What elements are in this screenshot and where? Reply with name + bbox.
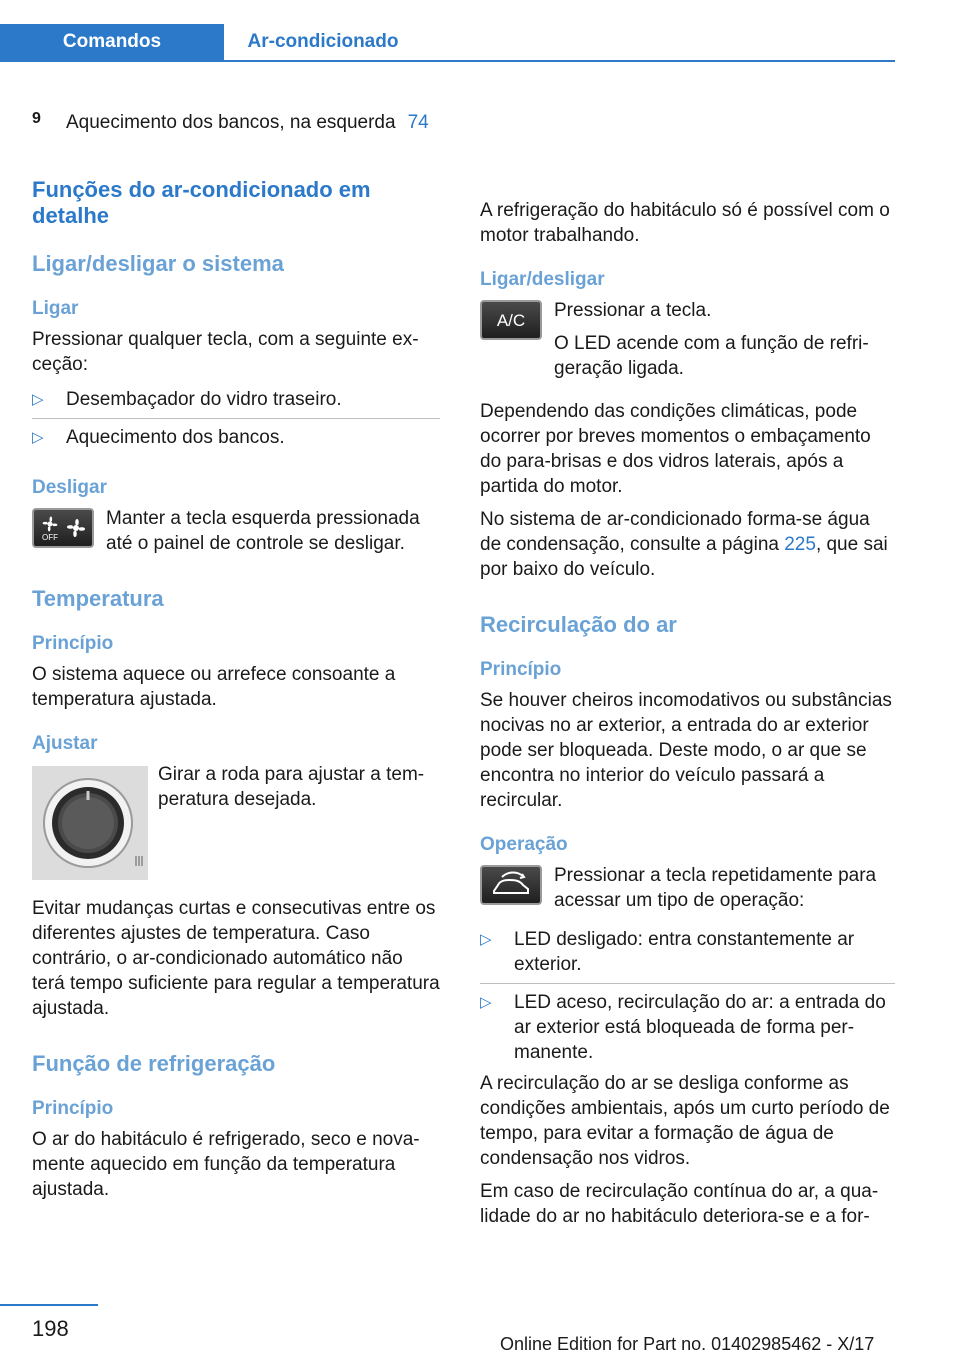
heading-ligar-desligar-sistema: Ligar/desligar o sistema (32, 251, 284, 276)
tab-comandos[interactable]: Comandos (0, 24, 224, 60)
item-text: Aquecimento dos bancos, na esquerda (66, 112, 396, 133)
text-operacao: Pressionar a tecla repetidamente para acessar um tipo de operação: (554, 865, 877, 911)
right-column (480, 198, 895, 1229)
text-refrigeracao-motor: A refrigeração do habitáculo só é possível com o motor trabalhando. (480, 200, 890, 246)
triangle-bullet-icon: ▷ (32, 429, 44, 446)
edition-note: Online Edition for Part no. 01402985462 - X/17 (500, 1334, 875, 1354)
text-pressionar-tecla: Pressionar a tecla. (554, 300, 712, 321)
recirc-block (480, 863, 895, 913)
text-principio-refrig: O ar do habitáculo é refrigerado, seco e novamente aquecido em função da temperatura ajustada. (32, 1129, 420, 1200)
page-reference-link[interactable]: 74 (407, 112, 429, 133)
heading-ajustar: Ajustar (32, 733, 98, 754)
text-desligar: Manter a tecla esquerda pressionada até o painel de controle se desligar. (106, 508, 420, 554)
heading-principio-recirc: Princípio (480, 659, 562, 680)
text-sistema-condensacao: No sistema de ar-condicionado forma-se água de condensação, consulte a página 225, que sai por baixo do veículo. (480, 509, 888, 580)
page-number: 198 (32, 1316, 69, 1341)
header-tab-bar (0, 24, 895, 62)
list-item: ▷ Aquecimento dos bancos. (32, 427, 285, 448)
text-led-acende: O LED acende com a função de refrigeração ligada. (554, 333, 869, 379)
left-column (32, 110, 440, 1202)
text-dependendo: Dependendo das condições climáticas, pode ocorrer por breves momentos o embaçamento do para-brisas e dos vidros laterais, após a partida do motor. (480, 401, 871, 497)
heading-principio-refrig: Princípio (32, 1098, 114, 1119)
text-evitar: Evitar mudanças curtas e consecutivas entre os diferentes ajustes de temperatura. Caso contrário, o ar-condicionado automático não terá tempo suficiente para regular a temperatura ajustada. (32, 898, 440, 1019)
off-key-label: OFF (42, 533, 58, 542)
ac-block (480, 298, 895, 381)
text-recirc-desliga: A recirculação do ar se desliga conforme as condições ambientais, após um curto período de tempo, para evitar a formação de água de condensação nos vidros. (480, 1073, 890, 1169)
bullet-list-operacao (480, 921, 895, 1071)
text-principio-recirc: Se houver cheiros incomodativos ou substâncias nocivas no ar exterior, a entrada do ar exterior pode ser bloqueada. Deste modo, o ar que se encontra no interior do veículo passará a recircular. (480, 690, 892, 811)
triangle-bullet-icon: ▷ (480, 931, 492, 948)
heading-funcao-refrigeracao: Função de refrigeração (32, 1051, 276, 1076)
triangle-bullet-icon: ▷ (32, 391, 44, 408)
item-number: 9 (32, 110, 41, 127)
heading-recirculacao: Recirculação do ar (480, 612, 677, 637)
ac-key-label: A/C (496, 311, 526, 330)
heading-temperatura: Temperatura (32, 586, 164, 611)
desligar-block (32, 506, 440, 556)
list-item: ▷ Desembaçador do vidro traseiro. (32, 381, 440, 419)
heading-ligar-desligar: Ligar/desligar (480, 269, 605, 290)
heading-ligar: Ligar (32, 298, 79, 319)
page-reference-link[interactable]: 225 (784, 534, 816, 555)
list-item: ▷ LED desligado: entra constantemente ar exterior. (480, 921, 895, 984)
recirculation-key-icon (480, 865, 542, 905)
heading-operacao: Operação (480, 834, 568, 855)
heading-principio-temp: Princípio (32, 633, 114, 654)
bullet-list-ligar (32, 381, 440, 456)
temperature-dial-icon (32, 766, 148, 880)
list-item: ▷ LED aceso, recirculação do ar: a entrada do ar exterior está bloqueada de forma permanente. (480, 992, 886, 1063)
text-ajustar: Girar a roda para ajustar a temperatura desejada. (158, 764, 425, 810)
ajustar-block (32, 762, 440, 878)
footer-accent-line (0, 1304, 98, 1306)
heading-desligar: Desligar (32, 477, 107, 498)
numbered-item-9 (32, 110, 440, 135)
text-principio-temp: O sistema aquece ou arrefece consoante a temperatura ajustada. (32, 664, 396, 710)
triangle-bullet-icon: ▷ (480, 994, 492, 1011)
ac-key-icon (480, 300, 542, 340)
fan-off-key-icon (32, 508, 94, 548)
tab-ar-condicionado[interactable]: Ar-condicionado (224, 24, 422, 60)
text-ligar: Pressionar qualquer tecla, com a seguinte exceção: (32, 329, 419, 375)
text-recirc-continua: Em caso de recirculação contínua do ar, a qualidade do ar no habitáculo deteriora-se e a for- (480, 1181, 879, 1227)
section-title-detalhe: Funções do ar-condicionado em detalhe (32, 177, 371, 228)
